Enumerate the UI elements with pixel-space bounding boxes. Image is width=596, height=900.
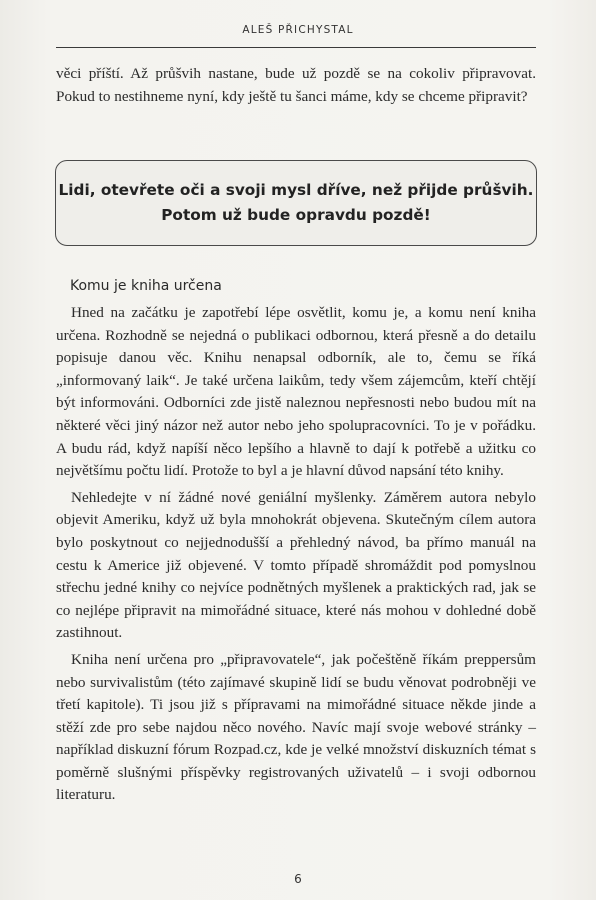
header-rule <box>56 47 536 48</box>
callout-box <box>55 160 537 246</box>
body-paragraph-2: Nehledejte v ní žádné nové geniální myšlenky. Záměrem autora nebylo objevit Ameriku, když už byla mnohokrát objevena. Skutečným cílem autora bylo poskytnout co nejjednodušší a přehledný návod, ba přímo manuál na cestu k Americe již objevené. V tomto případě shromáždit pod pomyslnou střechu jedné knihy co nejvíce podnětných myšlenek a praktických rad, jak se co nejlépe připravit na mimořádné situace, které nás mohou v dohledné době zastihnout. <box>56 488 536 642</box>
page-number: 6 <box>294 872 302 886</box>
section-heading: Komu je kniha určena <box>70 278 222 294</box>
callout-line-1: Lidi, otevřete oči a svoji mysl dříve, než přijde průšvih. <box>58 181 534 199</box>
running-head-author: ALEŠ PŘICHYSTAL <box>242 24 354 36</box>
callout-line-2: Potom už bude opravdu pozdě! <box>161 206 431 224</box>
body-paragraph-1: Hned na začátku je zapotřebí lépe osvětlit, komu je, a komu není kniha určena. Rozhodně se nejedná o publikaci odbornou, která přesně a do detailu popisuje danou věc. Knihu nenapsal odborník, ale to, čemu se říká „informovaný laik“. Je také určena laikům, tedy všem zájemcům, kteří chtějí být informováni. Odborníci zde jistě naleznou nepřesnosti nebo budou mít na některé věci jiný názor než autor nebo jeho spolupracovníci. To je v pořádku. A budu rád, když napíší něco lepšího a hlavně to dají k potřebě a užitku co největšímu počtu lidí. Protože to byl a je hlavní důvod napsání této knihy. <box>56 304 536 480</box>
body-paragraph-3: Kniha není určena pro „připravovatele“, jak počeštěně říkám preppersům nebo survivalistům (této zajímavé skupině lidí se budu věnovat podrobněji ve třetí kapitole). Ti jsou již s přípravami na mimořádné situace někde jinde a stěží zde pro sebe najdou něco nového. Navíc mají svoje webové stránky – například diskuzní fórum Rozpad.cz, kde je velké množství diskuzních témat s poměrně slušnými příspěvky registrovaných uživatelů – i svoji odbornou literaturu. <box>56 650 536 804</box>
section-body <box>56 302 536 811</box>
intro-paragraph: věci příští. Až průšvih nastane, bude už pozdě se na cokoliv připravovat. Pokud to nestihneme nyní, kdy ještě tu šanci máme, kdy se chceme připravit? <box>56 65 536 105</box>
